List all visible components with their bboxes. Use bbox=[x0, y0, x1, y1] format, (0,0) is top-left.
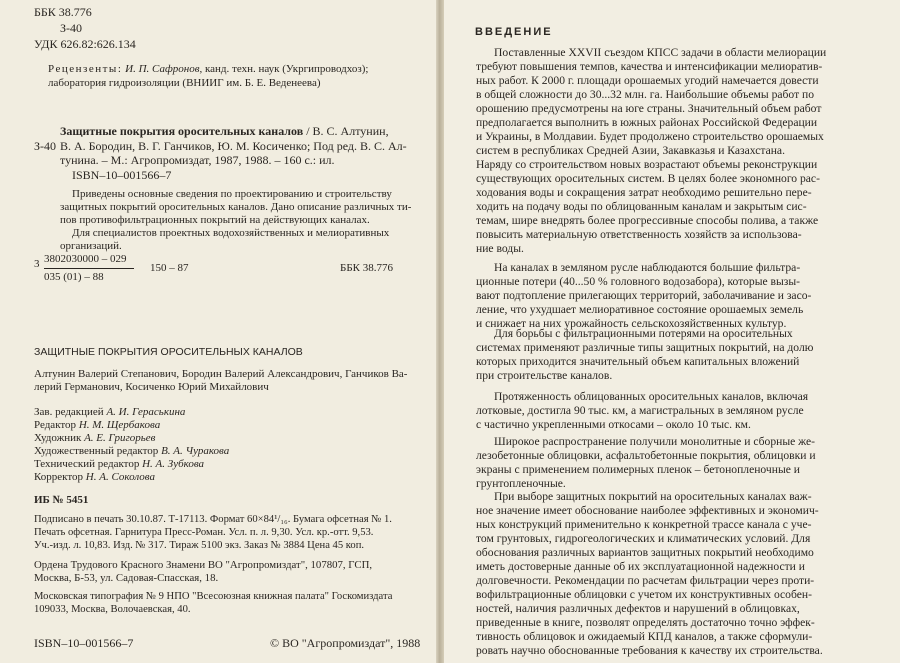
intro-paragraph-6-line: ностей, наличия различных дефектов и нарушений в облицовках, bbox=[476, 602, 800, 615]
formula-fraction-bar bbox=[44, 268, 134, 269]
staff-name: Н. А. Зубкова bbox=[142, 458, 205, 470]
intro-paragraph-6-line: долговечности. Рекомендации по расчетам фильтрации через проти- bbox=[476, 574, 815, 587]
reviewers-label: Рецензенты: bbox=[48, 63, 123, 75]
catalog-first-author: / В. С. Алтунин, bbox=[306, 124, 389, 138]
author-mark-code: З-40 bbox=[60, 21, 83, 35]
intro-paragraph-1-line: ходования воды и сокращения затрат необходимо решительно пере- bbox=[476, 186, 812, 199]
intro-paragraph-1-line: Наряду со строительством новых возрастают объемы реконструкции bbox=[476, 158, 818, 171]
staff-line-1 bbox=[34, 406, 185, 419]
formula-range: 150 – 87 bbox=[150, 262, 189, 274]
staff-name: В. А. Чуракова bbox=[161, 445, 230, 457]
catalog-imprint-line: тунина. – М.: Агропромиздат, 1987, 1988. – 160 с.: ил. bbox=[60, 153, 335, 167]
intro-paragraph-3-line: системах применяют различные типы защитных покрытий, на долю bbox=[476, 341, 814, 354]
intro-paragraph-1-line: темам, шире внедрять более прогрессивные способы полива, а также bbox=[476, 214, 819, 227]
isbn-footer: ISBN–10–001566–7 bbox=[34, 636, 134, 650]
intro-paragraph-2-line: и снижает на них урожайность сельскохозяйственных культур. bbox=[476, 317, 787, 330]
ib-number: ИБ № 5451 bbox=[34, 494, 89, 506]
bbk-code-top: ББК 38.776 bbox=[34, 5, 92, 19]
catalog-title-line bbox=[60, 124, 389, 138]
print-details-2: Печать офсетная. Гарнитура Пресс-Роман. Усл. п. л. 9,30. Усл. кр.-отт. 9,53. bbox=[34, 527, 374, 538]
intro-paragraph-1-line: требуют повышения темпов, качества и интенсификации мелиоратив- bbox=[476, 60, 823, 73]
staff-line-6 bbox=[34, 471, 155, 484]
udk-code: УДК 626.82:626.134 bbox=[34, 37, 136, 51]
bbk-code-bottom: ББК 38.776 bbox=[340, 262, 393, 274]
staff-name: Н. А. Соколова bbox=[85, 471, 155, 483]
staff-role: Зав. редакцией bbox=[34, 406, 104, 418]
intro-paragraph-3-line: при строительстве каналов. bbox=[476, 369, 613, 382]
intro-paragraph-1-line: ходить на подачу воды по облицованным каналам и закрытым сис- bbox=[476, 200, 807, 213]
intro-paragraph-6-line: вофильтрационные облицовки с учетом их конструктивных особен- bbox=[476, 588, 812, 601]
staff-role: Технический редактор bbox=[34, 458, 140, 470]
intro-paragraph-6-line: ное значение имеет обоснование наиболее эффективных и экономич- bbox=[476, 504, 819, 517]
authors-full-line-2: лерий Германович, Косиченко Юрий Михайлович bbox=[34, 381, 269, 393]
reviewer-name: И. П. Сафронов, bbox=[125, 63, 203, 75]
staff-role: Художник bbox=[34, 432, 82, 444]
print-details-3: Уч.-изд. л. 10,83. Изд. № 317. Тираж 5100 экз. Заказ № 3884 Цена 45 коп. bbox=[34, 540, 365, 551]
intro-paragraph-3-line: которых приходится значительный объем капитальных вложений bbox=[476, 355, 800, 368]
catalog-authors-line: В. А. Бородин, В. Г. Ганчиков, Ю. М. Косиченко; Под ред. В. С. Ал- bbox=[60, 139, 407, 153]
book-title-caps: ЗАЩИТНЫЕ ПОКРЫТИЯ ОРОСИТЕЛЬНЫХ КАНАЛОВ bbox=[34, 346, 303, 358]
abstract-line-2: защитных покрытий оросительных каналов. Дано описание различных ти- bbox=[60, 201, 412, 213]
printer-line-2: 109033, Москва, Волочаевская, 40. bbox=[34, 604, 191, 615]
staff-line-3 bbox=[34, 432, 155, 445]
abstract-line-5: организаций. bbox=[60, 240, 122, 252]
catalog-isbn: ISBN–10–001566–7 bbox=[72, 168, 172, 182]
intro-paragraph-4-line: с частично укрепленными откосами – около 10 тыс. км. bbox=[476, 418, 751, 431]
intro-paragraph-1-line: предполагается выполнить в южных районах Российской Федерации bbox=[476, 116, 818, 129]
intro-paragraph-5-line: грунтопленочные. bbox=[476, 477, 566, 490]
intro-paragraph-6-line: ных конструкций применительно к конкретной трассе канала с уче- bbox=[476, 518, 812, 531]
intro-paragraph-6-line: приведенные в книге, позволят определять достаточно точно эффек- bbox=[476, 616, 815, 629]
intro-paragraph-6-line: тивность облицовок и ожидаемый КПД каналов, а также сформули- bbox=[476, 630, 813, 643]
staff-role: Корректор bbox=[34, 471, 84, 483]
publisher-line-2: Москва, Б-53, ул. Садовая-Спасская, 18. bbox=[34, 572, 219, 584]
staff-name: Н. М. Щербакова bbox=[78, 419, 161, 431]
intro-paragraph-2-line: ление, что ухудшает мелиоративное состояние орошаемых земель bbox=[476, 303, 804, 316]
reviewer-affiliation: канд. техн. наук (Укргипроводхоз); bbox=[204, 63, 369, 75]
staff-role: Художественный редактор bbox=[34, 445, 159, 457]
intro-paragraph-1-line: ных работ. К 2000 г. площади орошаемых угодий намечается довести bbox=[476, 74, 819, 87]
catalog-side-code: З-40 bbox=[34, 139, 57, 153]
intro-paragraph-3-line: Для борьбы с фильтрационными потерями на оросительных bbox=[494, 327, 793, 340]
formula-denominator: 035 (01) – 88 bbox=[44, 271, 104, 283]
intro-paragraph-2-line: ционные потери (40...50 % головного водозабора), которые вызы- bbox=[476, 275, 801, 288]
book-spine bbox=[436, 0, 444, 663]
copyright: © ВО "Агропромиздат", 1988 bbox=[270, 636, 421, 650]
intro-paragraph-1-line: систем в республиках Средней Азии, Закавказья и Казахстана. bbox=[476, 144, 785, 157]
reviewer-lab: лаборатория гидроизоляции (ВНИИГ им. Б. Е. Веденеева) bbox=[48, 77, 321, 89]
intro-paragraph-2-line: вают подтопление прилегающих территорий, заболачивание и засо- bbox=[476, 289, 812, 302]
intro-paragraph-1-line: ние воды. bbox=[476, 242, 524, 255]
abstract-line-4: Для специалистов проектных водохозяйственных и мелиоративных bbox=[72, 227, 390, 239]
intro-paragraph-6-line: ровать научно обоснованные требования к качеству их строительства. bbox=[476, 644, 823, 657]
staff-line-2 bbox=[34, 419, 160, 432]
formula-numerator: 3802030000 – 029 bbox=[44, 253, 127, 265]
intro-paragraph-6-line: иметь достоверные данные об их эксплуатационной надежности и bbox=[476, 560, 805, 573]
formula-digit: 3 bbox=[34, 258, 40, 270]
print-details-1: Подписано в печать 30.10.87. Т-17113. Формат 60×84¹/₁₆. Бумага офсетная № 1. bbox=[34, 514, 392, 525]
catalog-book-title: Защитные покрытия оросительных каналов bbox=[60, 124, 304, 138]
publisher-line-1: Ордена Трудового Красного Знамени ВО "Агропромиздат", 107807, ГСП, bbox=[34, 559, 373, 571]
abstract-line-1: Приведены основные сведения по проектированию и строительству bbox=[72, 188, 392, 200]
intro-paragraph-2-line: На каналах в земляном русле наблюдаются большие фильтра- bbox=[494, 261, 801, 274]
staff-role: Редактор bbox=[34, 419, 77, 431]
intro-paragraph-1-line: орошению предусмотрены на юге страны. Значительный объем работ bbox=[476, 102, 822, 115]
intro-paragraph-5-line: экраны с применением полимерных пленок – бетонопленочные и bbox=[476, 463, 801, 476]
staff-name: А. Е. Григорьев bbox=[84, 432, 156, 444]
intro-paragraph-5-line: Широкое распространение получили монолитные и сборные же- bbox=[494, 435, 816, 448]
intro-paragraph-1-line: в общей сложности до 30...32 млн. га. Наибольшие объемы работ по bbox=[476, 88, 815, 101]
printer-line-1: Московская типография № 9 НПО "Всесоюзная книжная палата" Госкомиздата bbox=[34, 591, 393, 602]
intro-paragraph-1-line: Поставленные XXVII съездом КПСС задачи в области мелиорации bbox=[494, 46, 827, 59]
introduction-heading: ВВЕДЕНИЕ bbox=[475, 26, 553, 38]
intro-paragraph-1-line: повысить материальную ответственность хозяйств за использова- bbox=[476, 228, 802, 241]
staff-line-4 bbox=[34, 445, 229, 458]
intro-paragraph-6-line: обоснования различных вариантов защитных покрытий необходимо bbox=[476, 546, 814, 559]
intro-paragraph-4-line: лотковые, достигла 90 тыс. км, а магистральных в земляном русле bbox=[476, 404, 804, 417]
intro-paragraph-5-line: лезобетонные облицовки, асфальтобетонные покрытия, облицовки и bbox=[476, 449, 816, 462]
staff-line-5 bbox=[34, 458, 204, 471]
authors-full-line-1: Алтунин Валерий Степанович, Бородин Валерий Александрович, Ганчиков Ва- bbox=[34, 368, 408, 380]
abstract-line-3: пов противофильтрационных покрытий на действующих каналах. bbox=[60, 214, 370, 226]
intro-paragraph-1-line: существующих оросительных систем. В целях более экономного рас- bbox=[476, 172, 820, 185]
reviewers-line bbox=[48, 63, 368, 76]
intro-paragraph-1-line: и Украины, в Молдавии. Будет продолжено строительство орошаемых bbox=[476, 130, 824, 143]
intro-paragraph-6-line: При выборе защитных покрытий на оросительных каналах важ- bbox=[494, 490, 812, 503]
intro-paragraph-6-line: том грунтовых, гидрогеологических и климатических условий. Для bbox=[476, 532, 811, 545]
staff-name: А. И. Гераськина bbox=[106, 406, 186, 418]
intro-paragraph-4-line: Протяженность облицованных оросительных каналов, включая bbox=[494, 390, 809, 403]
